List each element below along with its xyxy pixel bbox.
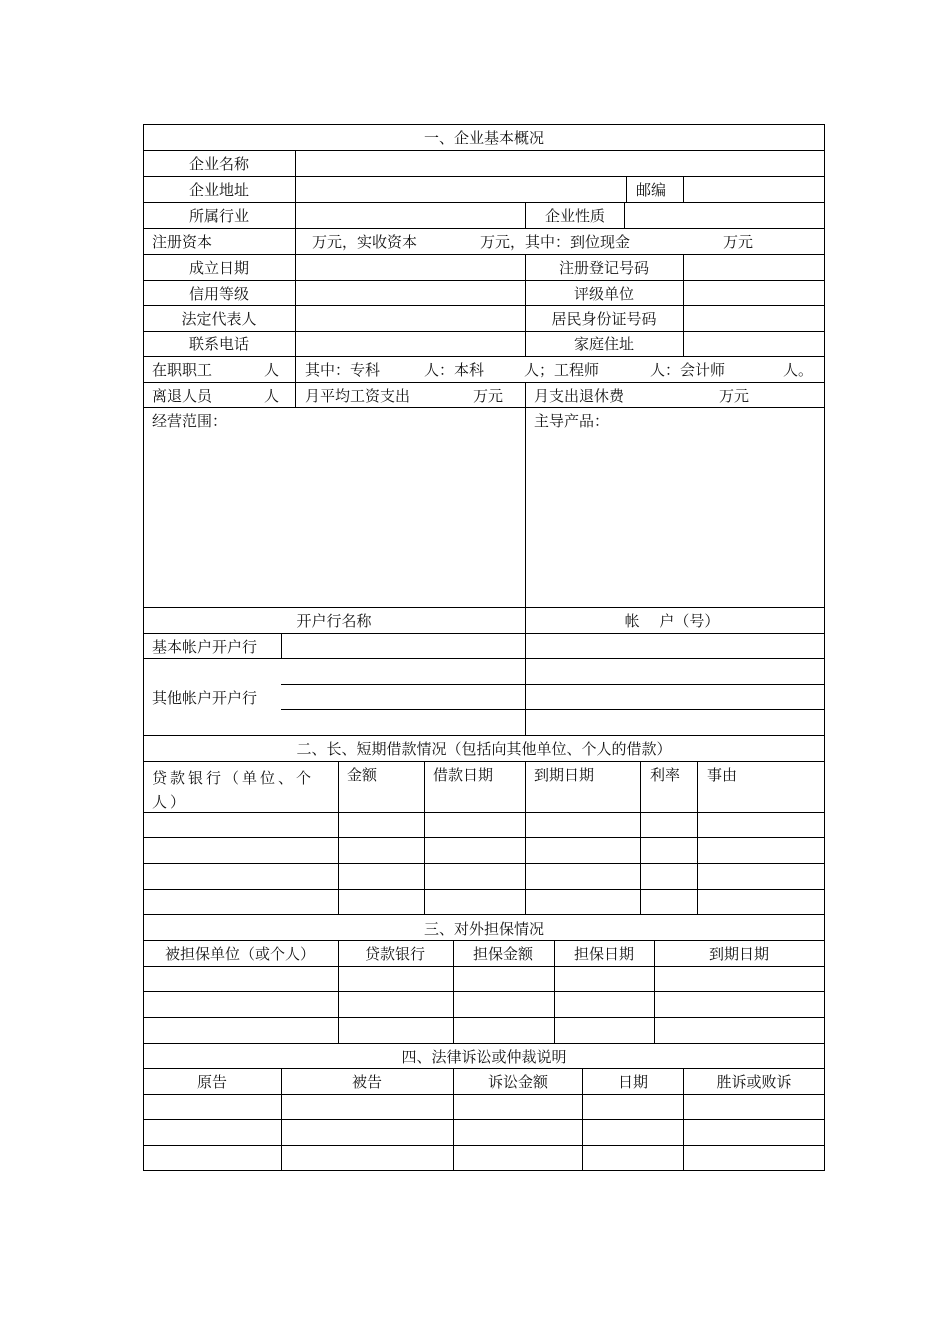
avg-wage-label: 月平均工资支出 (305, 387, 411, 405)
row-divider (143, 1119, 825, 1120)
row-divider (143, 761, 825, 762)
section-4-title: 四、法律诉讼或仲裁说明 (401, 1048, 567, 1066)
credit-label: 信用等级 (188, 285, 250, 303)
row-divider (143, 1068, 825, 1069)
col-divider (624, 202, 625, 228)
border-bottom (143, 1170, 825, 1171)
guarantee-due-header: 到期日期 (708, 945, 770, 963)
row-divider (143, 863, 825, 864)
lawsuit-date-header: 日期 (617, 1073, 649, 1091)
guarantee-date-header: 担保日期 (573, 945, 635, 963)
col-divider (525, 382, 526, 407)
col-divider (424, 761, 425, 914)
row-divider (143, 966, 825, 967)
defendant-header: 被告 (351, 1073, 383, 1091)
retired-unit: 人 (264, 387, 280, 405)
col-divider (554, 940, 555, 1043)
row-divider (143, 735, 825, 736)
col-divider (453, 940, 454, 1043)
bank-name-header: 开户行名称 (296, 612, 372, 630)
col-divider (295, 356, 296, 407)
row-divider (143, 1094, 825, 1095)
avg-wage-unit: 万元 (473, 387, 504, 405)
scope-label: 经营范围： (152, 412, 228, 430)
verdict-header: 胜诉或败诉 (716, 1073, 792, 1091)
col-divider (640, 761, 641, 914)
loan-date-header: 借款日期 (433, 766, 494, 784)
row-divider (143, 280, 825, 281)
row-divider (143, 658, 825, 659)
accountant-unit: 人。 (783, 361, 814, 379)
wanyuan-label: 万元 (723, 233, 754, 251)
rate-header: 利率 (650, 766, 681, 784)
row-divider (143, 228, 825, 229)
border-right (824, 124, 825, 1171)
due-date-header: 到期日期 (534, 766, 595, 784)
company-name-label: 企业名称 (188, 155, 250, 173)
col-divider (654, 940, 655, 1043)
pension-unit: 万元 (719, 387, 750, 405)
rating-unit-label: 评级单位 (573, 285, 635, 303)
row-divider (143, 889, 825, 890)
loan-amount-header: 金额 (347, 766, 378, 784)
row-divider (143, 176, 825, 177)
company-address-label: 企业地址 (188, 181, 250, 199)
postcode-label: 邮编 (635, 181, 667, 199)
other-account-label: 其他帐户开户行 (152, 689, 258, 707)
col-divider (525, 407, 526, 735)
staff-label: 在职职工 (152, 361, 213, 379)
row-divider (143, 305, 825, 306)
guaranteed-party-header: 被担保单位（或个人） (164, 945, 316, 963)
lawsuit-amount-header: 诉讼金额 (487, 1073, 549, 1091)
loan-bank-header: 贷款银行（单位、个人） (152, 769, 315, 811)
accountant-label: 人：会计师 (650, 361, 726, 379)
border-top (143, 124, 825, 125)
plaintiff-header: 原告 (196, 1073, 228, 1091)
row-divider (143, 633, 825, 634)
retired-label: 离退人员 (152, 387, 213, 405)
industry-label: 所属行业 (188, 207, 250, 225)
col-divider (338, 940, 339, 1043)
col-divider (683, 176, 684, 202)
row-divider (143, 940, 825, 941)
row-divider (281, 684, 825, 685)
col-divider (683, 1068, 684, 1170)
row-divider (143, 331, 825, 332)
founded-label: 成立日期 (188, 259, 250, 277)
guarantee-bank-header: 贷款银行 (364, 945, 426, 963)
row-divider (143, 150, 825, 151)
col-divider (626, 176, 627, 202)
legal-rep-label: 法定代表人 (181, 310, 257, 328)
row-divider (143, 914, 825, 915)
section-2-title: 二、长、短期借款情况（包括向其他单位、个人的借款） (296, 740, 672, 758)
col-divider (338, 761, 339, 914)
college-label: 其中：专科 (305, 361, 381, 379)
bachelor-label: 人：本科 (424, 361, 485, 379)
engineer-label: 人；工程师 (524, 361, 600, 379)
col-divider (525, 254, 526, 356)
col-divider (582, 1068, 583, 1170)
row-divider (143, 382, 825, 383)
row-divider (143, 1017, 825, 1018)
reg-capital-label: 注册资本 (152, 233, 213, 251)
row-divider (143, 837, 825, 838)
section-3-title: 三、对外担保情况 (423, 920, 545, 938)
row-divider (143, 1043, 825, 1044)
row-divider (143, 1145, 825, 1146)
col-divider (281, 1068, 282, 1170)
col-divider (281, 633, 282, 658)
id-no-label: 居民身份证号码 (551, 310, 657, 328)
row-divider (281, 709, 825, 710)
account-no-header: 帐 户（号） (624, 612, 720, 630)
col-divider (683, 254, 684, 356)
col-divider (525, 761, 526, 914)
row-divider (143, 991, 825, 992)
reg-no-label: 注册登记号码 (558, 259, 650, 277)
home-addr-label: 家庭住址 (573, 335, 635, 353)
row-divider (143, 202, 825, 203)
col-divider (295, 150, 296, 356)
col-divider (525, 202, 526, 228)
basic-account-label: 基本帐户开户行 (152, 638, 258, 656)
guarantee-amount-header: 担保金额 (472, 945, 534, 963)
col-divider (697, 761, 698, 914)
pension-label: 月支出退休费 (534, 387, 625, 405)
reason-header: 事由 (707, 766, 738, 784)
cash-capital-label: 万元，其中：到位现金 (480, 233, 631, 251)
border-left (143, 124, 144, 1171)
col-divider (453, 1068, 454, 1170)
paid-capital-label: 万元，实收资本 (312, 233, 418, 251)
row-divider (143, 607, 825, 608)
phone-label: 联系电话 (188, 335, 250, 353)
nature-label: 企业性质 (544, 207, 606, 225)
products-label: 主导产品： (534, 412, 610, 430)
row-divider (143, 407, 825, 408)
row-divider (143, 356, 825, 357)
staff-unit: 人 (264, 361, 280, 379)
row-divider (143, 254, 825, 255)
section-1-title: 一、企业基本概况 (423, 129, 545, 147)
